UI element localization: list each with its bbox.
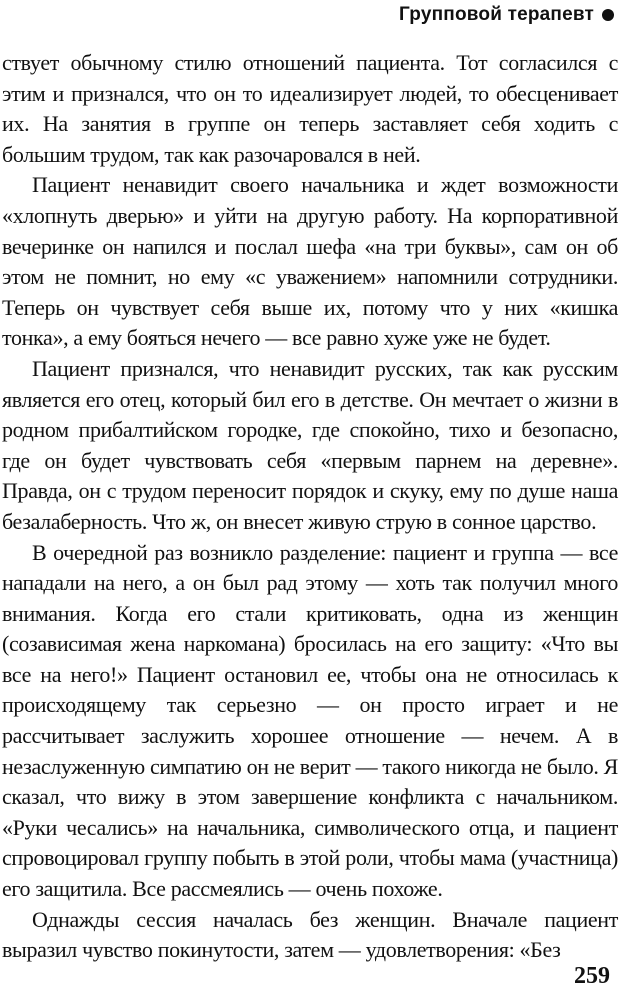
- paragraph-boss: Пациент ненавидит своего начальника и ждет возможности «хлопнуть дверью» и уйти на другую работу. На корпоративной вечеринке он напился и послал шефа «на три буквы», сам он об этом не помнит, но ему «с уважением» напомнили сотрудники. Теперь он чувствует себя выше их, потому что у них «кишка тонка», а ему бояться нечего — все равно хуже уже не будет.: [2, 172, 618, 351]
- paragraph-group-split: В очередной раз возникло разделение: пациент и группа — все нападали на него, а он был рад этому — хоть так получил много внимания. Когда его стали критиковать, одна из женщин (созависимая жена наркомана) бросилась на его защиту: «Что вы все на него!» Пациент остановил ее, чтобы она не относилась к происходящему так серьезно — он просто играет и не рассчитывает заслужить хорошее отношение — нечем. А в незаслуженную симпатию он не верит — такого никогда не было. Я сказал, что вижу в этом завершение конфликта с начальником. «Руки чесались» на начальника, символического отца, и пациент спровоцировал группу побыть в этой роли, чтобы мама (участница) его защитила. Все рассмеялись — очень похоже.: [2, 539, 619, 902]
- filled-circle-icon: [602, 9, 614, 21]
- body-text: [2, 48, 618, 966]
- running-title: Групповой терапевт: [399, 4, 594, 25]
- paragraph-continuation: ствует обычному стилю отношений пациента. Тот согласился с этим и признался, что он то идеализирует людей, то обесценивает их. На занятия в группе он теперь заставляет себя ходить с большим трудом, так как разочаровался в ней.: [2, 50, 618, 167]
- paragraph-russians: Пациент признался, что ненавидит русских, так как русским является его отец, который бил его в детстве. Он мечтает о жизни в родном прибалтийском городке, где спокойно, тихо и безопасно, где он будет чувствовать себя «первым парнем на деревне». Правда, он с трудом переносит порядок и скуку, ему по душе наша безалаберность. Что ж, он внесет живую струю в сонное царство.: [2, 355, 618, 534]
- running-header: [399, 4, 614, 26]
- paragraph-session-start: Однажды сессия началась без женщин. Вначале пациент выразил чувство покинутости, затем — удовлетворения: «Без: [2, 906, 618, 963]
- page-number: 259: [574, 963, 610, 989]
